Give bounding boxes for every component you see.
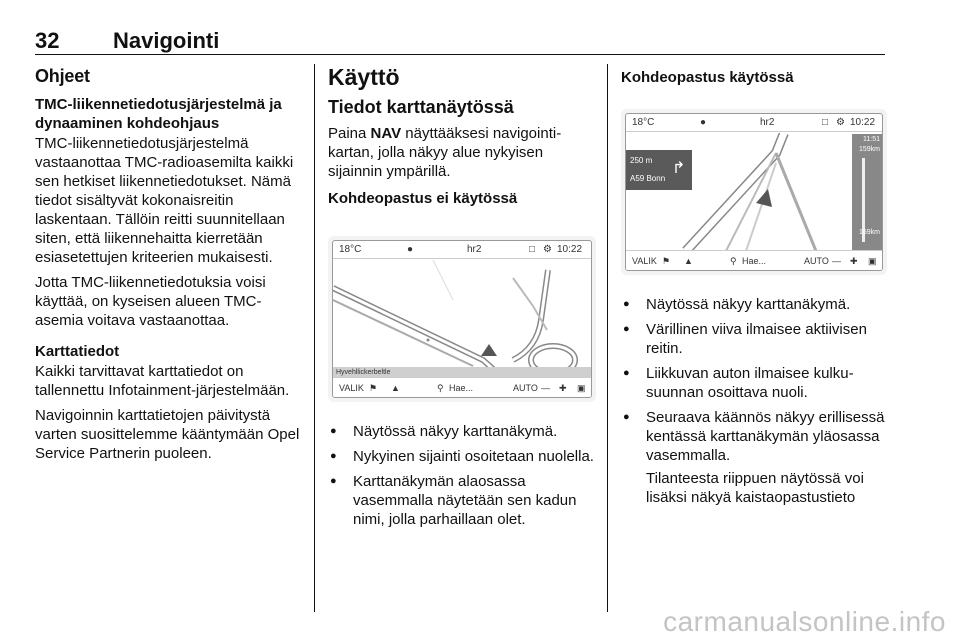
bullet-item: ● Seuraava käännös näkyy erillisessä kentässä karttanäkymän yläosassa vasemmalla. bbox=[621, 408, 887, 465]
zoom-out-icon[interactable]: — bbox=[832, 256, 841, 266]
page-header bbox=[35, 28, 885, 52]
guidance-on-heading: Kohdeopastus käytössä bbox=[621, 69, 794, 86]
temperature: 18°C bbox=[632, 117, 655, 128]
auto-zoom-button[interactable]: AUTO bbox=[513, 383, 538, 393]
status-bar bbox=[333, 241, 591, 259]
search-button[interactable]: Hae... bbox=[742, 256, 767, 266]
turn-distance: 250 m bbox=[630, 156, 653, 165]
auto-zoom-button[interactable]: AUTO bbox=[804, 256, 829, 266]
watermark[interactable]: carmanualsonline.info bbox=[663, 606, 946, 637]
phone-icon: □ bbox=[529, 244, 536, 255]
search-button[interactable]: Hae... bbox=[449, 383, 474, 393]
middle-column bbox=[328, 64, 596, 535]
infotainment-screen bbox=[625, 113, 883, 271]
nav-key: NAV bbox=[370, 125, 402, 142]
search-icon[interactable]: ⚲ bbox=[437, 383, 444, 393]
gear-icon: ⚙ bbox=[543, 244, 552, 255]
bullet-item: ● Näytössä näkyy karttanäkymä. bbox=[621, 295, 887, 314]
turn-right-arrow-icon: ↱ bbox=[672, 160, 686, 177]
map-screenshot-guidance-on bbox=[621, 109, 887, 275]
search-icon[interactable]: ⚲ bbox=[730, 256, 737, 266]
maps-paragraph-2: Navigoinnin karttatietojen päivitystä varten suosittelemme kääntymään Opel Service Partnerin puoleen. bbox=[35, 407, 300, 462]
route-progress-bar bbox=[852, 134, 882, 252]
view-icon[interactable]: ▣ bbox=[577, 383, 586, 393]
street-name: Hyvehllickerbeltle bbox=[333, 367, 591, 378]
zoom-in-icon[interactable]: ✚ bbox=[850, 256, 858, 266]
view-icon[interactable]: ▣ bbox=[868, 256, 877, 266]
map-view bbox=[333, 260, 592, 378]
gear-icon: ⚙ bbox=[836, 117, 845, 128]
bullet-item: ● Näytössä näkyy karttanäkymä. bbox=[328, 422, 596, 441]
guidance-on-bullets bbox=[621, 295, 887, 465]
followup-paragraph: Tilanteesta riippuen näytössä voi lisäksi näkyä kaistaopastustieto bbox=[646, 470, 864, 506]
bottom-bar bbox=[626, 250, 882, 270]
status-bar bbox=[626, 114, 882, 132]
left-column bbox=[35, 64, 305, 469]
turn-road: A59 Bonn bbox=[630, 174, 666, 183]
tmc-paragraph-1: TMC-liikennetiedotusjärjestelmä vastaanottaa TMC-radioasemilta kaikki sen hetkiset liikennetiedotukset. Nämä tiedot sisältyvät kokonaisreitin laskentaan. Tällöin reitti suunnitellaan siten, että liikennehaitta kierretään esiasetettujen kriteerien mukaisesti. bbox=[35, 135, 294, 266]
section-heading: Ohjeet bbox=[35, 66, 90, 86]
column-divider-2 bbox=[607, 64, 608, 612]
intro-text: Paina bbox=[328, 125, 371, 142]
intro-text-rest: näyttääksesi navigointikartan, jolla näkyy alue nykyisen sijainnin ympärillä. bbox=[328, 125, 562, 180]
menu-button[interactable]: VALIK bbox=[632, 256, 657, 266]
maps-heading: Karttatiedot bbox=[35, 343, 120, 360]
map-info-heading: Tiedot karttanäytössä bbox=[328, 97, 514, 117]
tmc-paragraph-2: Jotta TMC-liikennetiedotuksia voisi käyttää, on kyseisen alueen TMC-asemia voitava vastaanottaa. bbox=[35, 274, 266, 329]
remaining-distance: 159km bbox=[858, 146, 880, 153]
column-divider-1 bbox=[314, 64, 315, 612]
arrival-time: 11:51 bbox=[863, 136, 880, 143]
zoom-out-icon[interactable]: — bbox=[541, 383, 550, 393]
car-arrow-icon bbox=[756, 189, 772, 207]
bullet-item: ● Karttanäkymän alaosassa vasemmalla näytetään sen kadun nimi, jolla parhaillaan olet. bbox=[328, 472, 596, 529]
zoom-in-icon[interactable]: ✚ bbox=[559, 383, 567, 393]
tmc-heading: TMC-liikennetiedotusjärjestelmä ja dynaaminen kohdeohjaus bbox=[35, 96, 282, 132]
maps-paragraph-1: Kaikki tarvittavat karttatiedot on tallennettu Infotainment-järjestelmään. bbox=[35, 363, 290, 399]
bottom-bar bbox=[333, 377, 591, 397]
guidance-off-heading: Kohdeopastus ei käytössä bbox=[328, 190, 518, 207]
clock: 10:22 bbox=[557, 244, 583, 255]
location-pin-icon: ● bbox=[407, 244, 414, 255]
bullet-item: ● Liikkuvan auton ilmaisee kulkusuunnan osoittava nuoli. bbox=[621, 364, 887, 402]
current-position-arrow-icon bbox=[481, 344, 497, 356]
turn-info-panel bbox=[626, 150, 692, 190]
page-number: 32 bbox=[35, 28, 60, 53]
clock: 10:22 bbox=[850, 117, 876, 128]
usage-heading: Käyttö bbox=[328, 64, 400, 90]
bullet-item: ● Värillinen viiva ilmaisee aktiivisen reitin. bbox=[621, 320, 887, 358]
temperature: 18°C bbox=[339, 244, 362, 255]
guidance-off-bullets bbox=[328, 422, 596, 529]
map-screenshot-guidance-off bbox=[328, 236, 596, 402]
location-pin-icon: ● bbox=[700, 117, 707, 128]
flag-icon[interactable]: ⚑ bbox=[369, 383, 378, 393]
bullet-item: ● Nykyinen sijainti osoitetaan nuolella. bbox=[328, 447, 596, 466]
radio-station: hr2 bbox=[760, 117, 775, 128]
radio-station: hr2 bbox=[467, 244, 482, 255]
chapter-title: Navigointi bbox=[113, 28, 220, 53]
menu-button[interactable]: VALIK bbox=[339, 383, 364, 393]
remaining-distance-bottom: 159km bbox=[858, 229, 880, 236]
right-column bbox=[621, 64, 887, 507]
phone-icon: □ bbox=[822, 117, 829, 128]
header-rule bbox=[35, 54, 885, 55]
person-icon[interactable]: ▲ bbox=[391, 383, 400, 393]
flag-icon[interactable]: ⚑ bbox=[662, 256, 671, 266]
nav-intro-paragraph bbox=[328, 124, 596, 181]
person-icon[interactable]: ▲ bbox=[684, 256, 693, 266]
infotainment-screen bbox=[332, 240, 592, 398]
